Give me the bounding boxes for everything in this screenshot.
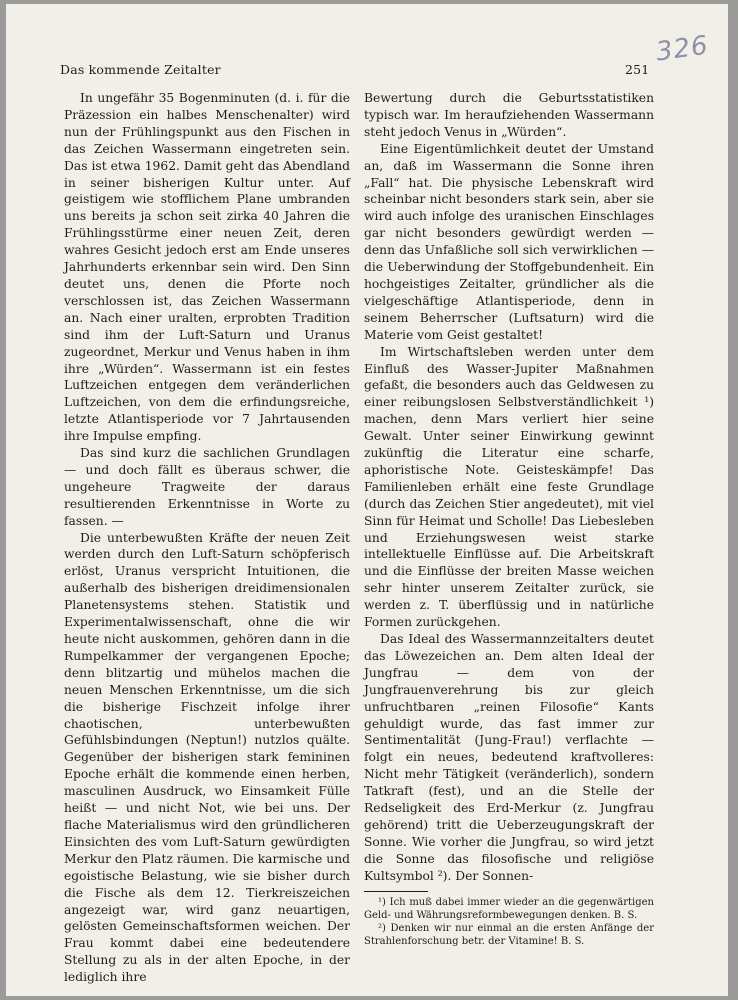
paragraph-precession: In ungefähr 35 Bogenminuten (d. i. für die Präzession ein halbes Menschenalter) wird nun der Frühlingspunkt aus den Fischen in das Zeichen Wassermann eingetreten sein. Das ist etwa 1962. Damit geht das Abendland in seiner bisherigen Kultur unter. Auf geistigem wie stofflichem Plane umbranden uns bereits ja schon seit zirka 40 Jahren die Frühlingsstürme einer neuen Zeit, deren wahres Gesicht jedoch erst am Ende unseres Jahrhunderts erkennbar sein wird. Den Sinn deutet uns, denen die Pforte noch verschlossen ist, das Zeichen Wassermann an. Nach einer uralten, erprobten Tradition sind ihm der Luft-Saturn und Uranus zugeordnet, Merkur und Venus haben in ihm ihre „Würden“. Wassermann ist ein festes Luftzeichen entgegen dem veränderlichen Luftzeichen, von dem die erfindungsreiche, letzte Atlantisperiode vor 7 Jahrtausenden ihre Impulse empfing. bbox=[64, 91, 350, 444]
paragraph-foundations: Das sind kurz die sachlichen Grundlagen — und doch fällt es überaus schwer, die ungeheure Tragweite der daraus resultierenden Erkenntnisse in Worte zu fassen. — bbox=[64, 446, 350, 528]
paragraph-ideal: Das Ideal des Wassermannzeitalters deutet das Löwezeichen an. Dem alten Ideal der Jungfrau — dem von der Jungfrauenverehrung bis zur gleich unfruchtbaren „reinen Filosofie“ Kants gehuldigt wurde, das fast immer zur Sentimentalität (Jung-Frau!) verflachte — folgt ein neues, bedeutend kraftvolleres: Nicht mehr Tätigkeit (veränderlich), sondern Tatkraft (fest), und an die Stelle der Redseligkeit des Erd-Merkur (z. Jungfrau gehörend) tritt die Ueberzeugungskraft der Sonne. Wie vorher die Jungfrau, so wird jetzt die Sonne das filosofische und religiöse Kultsymbol ²). Der Sonnen- bbox=[364, 632, 654, 883]
footnote-divider bbox=[364, 891, 428, 892]
footnote-1: ¹) Ich muß dabei immer wieder an die gegenwärtigen Geld- und Währungsreformbewegungen denken. B. S. bbox=[364, 896, 654, 921]
book-page bbox=[6, 4, 728, 996]
footnotes bbox=[364, 896, 654, 948]
right-column bbox=[364, 90, 654, 948]
page-number: 251 bbox=[625, 62, 650, 77]
paragraph-sun-fall: Eine Eigentümlichkeit deutet der Umstand an, daß im Wassermann die Sonne ihren „Fall“ hat. Die physische Lebenskraft wird scheinbar nicht besonders stark sein, aber sie wird auch infolge des uranischen Einschlages gar nicht besonders gewürdigt werden — denn das Unfaßliche soll sich verwirklichen — die Ueberwindung der Stoffgebundenheit. Ein hochgeistiges Zeitalter, gründlicher als die vielgeschäftige Atlantisperiode, denn in seinem Beherrscher (Luftsaturn) wird die Materie vom Geist gestaltet! bbox=[364, 141, 654, 342]
paragraph-economy: Im Wirtschaftsleben werden unter dem Einfluß des Wasser-Jupiter Maßnahmen gefaßt, die besonders auch das Geldwesen zu einer reibungslosen Selbstverständlichkeit ¹) machen, denn Mars verliert hier seine Gewalt. Unter seiner Einwirkung gewinnt zukünftig die Literatur eine scharfe, aphoristische Note. Geisteskämpfe! Das Familienleben erhält eine feste Grundlage (durch das Zeichen Stier angedeutet), mit viel Sinn für Heimat und Scholle! Das Liebesleben und Erziehungswesen weist starke intellektuelle Einflüsse auf. Die Arbeitskraft und die Einflüsse der breiten Masse weichen sehr hinter unserem Zeitalter zurück, sie werden z. T. überflüssig und in natürliche Formen zurückgehen. bbox=[364, 344, 654, 630]
running-title: Das kommende Zeitalter bbox=[60, 62, 221, 77]
footnote-2: ²) Denken wir nur einmal an die ersten Anfänge der Strahlenforschung betr. der Vitamine! B. S. bbox=[364, 922, 654, 947]
paragraph-subconscious-forces: Die unterbewußten Kräfte der neuen Zeit werden durch den Luft-Saturn schöpferisch erlöst, Uranus verspricht Intuitionen, die außerhalb des bisherigen dreidimensionalen Planetensystems stehen. Statistik und Experimentalwissenschaft, ohne die wir heute nicht auskommen, gehören dann in die Rumpelkammer der vergangenen Epoche; denn blitzartig und mühelos machen die neuen Menschen Erkenntnisse, um die sich die bisherige Fischzeit infolge ihrer chaotischen, unterbewußten Gefühlsbindungen (Neptun!) nutzlos quälte. Gegenüber der bisherigen stark femininen Epoche erhält die kommende einen herben, masculinen Ausdruck, wo Einsamkeit Fülle heißt — und nicht Not, wie bei uns. Der flache Materialismus wird den gründlicheren Einsichten des vom Luft-Saturn gewürdigten Merkur den Platz räumen. Die karmische und egoistische Belastung, wie sie bisher durch die Fische als dem 12. Tierkreiszeichen angezeigt war, wird ganz neuartigen, gelösten Gemeinschaftsformen weichen. Der Frau kommt dabei eine bedeutendere Stellung zu als in der alten Epoche, in der lediglich ihre bbox=[64, 530, 350, 985]
left-column bbox=[64, 90, 350, 986]
paragraph-continued: Bewertung durch die Geburtsstatistiken typisch war. Im heraufziehenden Wassermann steht jedoch Venus in „Würden“. bbox=[364, 91, 654, 139]
handwritten-page-mark: 326 bbox=[654, 30, 711, 68]
